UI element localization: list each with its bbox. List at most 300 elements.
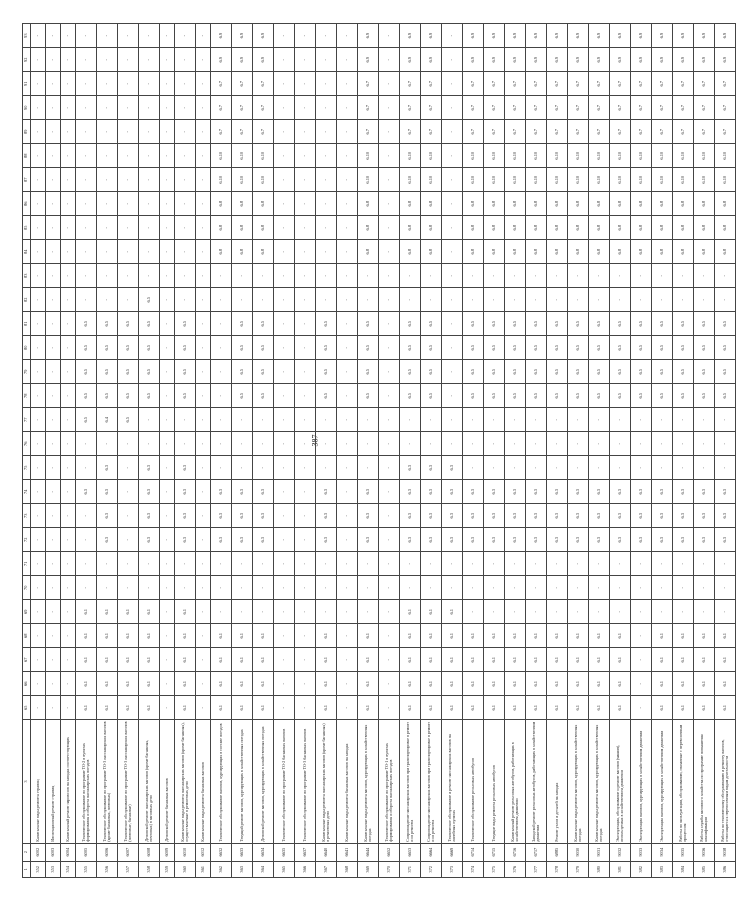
value-cell: - [337, 360, 358, 384]
row-number-cell: 379 [568, 861, 589, 877]
code-cell: 6664 [421, 843, 442, 861]
name-cell: Техническое обслуживание по программе ТО-3 пассажирских вагонов (кроме багажных, почтовых) [97, 720, 118, 843]
value-cell: - [31, 576, 46, 600]
value-cell: 6.7 [358, 96, 379, 120]
header-cell: 70 [23, 576, 31, 600]
value-cell: - [97, 96, 118, 120]
value-cell: 6.1 [484, 624, 505, 648]
header-cell: 66 [23, 672, 31, 696]
rotated-table-wrapper [22, 23, 729, 878]
table-row [118, 24, 139, 878]
value-cell: - [196, 144, 211, 168]
row-number-cell: 365 [274, 861, 295, 877]
value-cell: - [442, 288, 463, 312]
value-cell: - [379, 24, 400, 48]
name-cell: Эксплуатация, обслуживание и ремонт вагонов (машин), используемых в хозяйственном движении [610, 720, 631, 843]
value-cell: 6.10 [568, 144, 589, 168]
value-cell: - [715, 408, 736, 432]
row-number-cell: 386 [715, 861, 736, 877]
value-cell: 6.1 [118, 600, 139, 624]
value-cell: 6.5 [526, 336, 547, 360]
header-cell: 81 [23, 312, 31, 336]
value-cell: - [46, 480, 61, 504]
header-cell: 74 [23, 480, 31, 504]
value-cell: - [46, 384, 61, 408]
value-cell: 6.5 [610, 384, 631, 408]
value-cell: - [274, 264, 295, 288]
value-cell: 6.8 [421, 216, 442, 240]
code-cell: 6652 [379, 843, 400, 861]
value-cell: - [316, 120, 337, 144]
value-cell: - [118, 48, 139, 72]
table-row [484, 24, 505, 878]
value-cell: 6.7 [253, 72, 274, 96]
table-row [46, 24, 61, 878]
value-cell: 6.5 [484, 336, 505, 360]
value-cell: 6.3 [97, 504, 118, 528]
value-cell: - [31, 264, 46, 288]
value-cell: 6.5 [505, 360, 526, 384]
value-cell: - [316, 264, 337, 288]
value-cell: - [379, 408, 400, 432]
value-cell: - [379, 120, 400, 144]
value-cell: - [31, 384, 46, 408]
row-number-cell: 353 [46, 861, 61, 877]
header-cell: 65 [23, 696, 31, 720]
row-number-cell: 381 [610, 861, 631, 877]
value-cell: - [295, 288, 316, 312]
value-cell: - [139, 552, 160, 576]
value-cell: 6.3 [232, 528, 253, 552]
value-cell: 6.1 [568, 696, 589, 720]
value-cell: 6.5 [715, 336, 736, 360]
value-cell: - [379, 312, 400, 336]
value-cell: 6.1 [97, 648, 118, 672]
value-cell: 6.9 [589, 24, 610, 48]
value-cell: - [610, 576, 631, 600]
value-cell: - [139, 192, 160, 216]
header-cell: 69 [23, 600, 31, 624]
value-cell: 6.5 [400, 384, 421, 408]
value-cell: - [589, 576, 610, 600]
value-cell: - [31, 288, 46, 312]
header-cell: 76 [23, 432, 31, 456]
value-cell: - [196, 624, 211, 648]
value-cell: - [175, 408, 196, 432]
header-cell: 71 [23, 552, 31, 576]
value-cell: - [196, 696, 211, 720]
value-cell: - [274, 696, 295, 720]
code-cell: 6012 [196, 843, 211, 861]
value-cell: 6.5 [139, 336, 160, 360]
page-number: 387 [310, 434, 320, 447]
row-number-cell: 370 [379, 861, 400, 877]
value-cell: 6.7 [589, 72, 610, 96]
value-cell: 6.3 [442, 528, 463, 552]
value-cell: 6.7 [673, 120, 694, 144]
value-cell: 6.1 [484, 648, 505, 672]
value-cell: - [46, 672, 61, 696]
value-cell: 6.9 [694, 24, 715, 48]
value-cell: - [46, 504, 61, 528]
value-cell: - [379, 696, 400, 720]
value-cell: - [76, 528, 97, 552]
value-cell: - [31, 528, 46, 552]
value-cell: 6.9 [421, 48, 442, 72]
header-cell: 91 [23, 72, 31, 96]
header-cell: 77 [23, 408, 31, 432]
value-cell: - [253, 456, 274, 480]
value-cell: - [337, 216, 358, 240]
name-cell: Капитальные виды ремонта пассажирских вагонов (кроме багажных), осуществляемые в ремонтных депо [175, 720, 196, 843]
value-cell: 6.7 [589, 96, 610, 120]
table-row [175, 24, 196, 878]
value-cell: 6.5 [505, 312, 526, 336]
value-cell: - [484, 408, 505, 432]
value-cell: - [31, 504, 46, 528]
value-cell: - [139, 576, 160, 600]
value-cell: - [61, 576, 76, 600]
value-cell: 6.1 [421, 648, 442, 672]
value-cell: 6.5 [463, 336, 484, 360]
value-cell: 6.8 [526, 240, 547, 264]
table-row [442, 24, 463, 878]
value-cell: 6.5 [253, 384, 274, 408]
value-cell: 6.8 [232, 216, 253, 240]
value-cell: 6.5 [463, 312, 484, 336]
value-cell: - [526, 600, 547, 624]
value-cell: 6.1 [97, 600, 118, 624]
value-cell: - [337, 264, 358, 288]
header-cell: 85 [23, 216, 31, 240]
value-cell: 6.1 [97, 624, 118, 648]
value-cell: 6.1 [526, 624, 547, 648]
value-cell: - [232, 552, 253, 576]
value-cell: - [316, 432, 337, 456]
value-cell: - [463, 432, 484, 456]
value-cell: - [253, 264, 274, 288]
value-cell: 6.1 [505, 648, 526, 672]
value-cell: - [316, 48, 337, 72]
value-cell: 6.1 [211, 648, 232, 672]
value-cell: - [97, 192, 118, 216]
value-cell: - [400, 552, 421, 576]
row-number-cell: 376 [505, 861, 526, 877]
value-cell: 6.5 [118, 336, 139, 360]
value-cell: 6.3 [484, 528, 505, 552]
value-cell: 6.1 [358, 624, 379, 648]
value-cell: 6.8 [484, 240, 505, 264]
value-cell: 6.5 [175, 312, 196, 336]
value-cell: - [589, 288, 610, 312]
value-cell: 6.10 [694, 144, 715, 168]
value-cell: - [61, 24, 76, 48]
value-cell: - [160, 576, 175, 600]
value-cell: - [295, 72, 316, 96]
value-cell: - [442, 72, 463, 96]
value-cell: 6.1 [139, 696, 160, 720]
value-cell: - [76, 168, 97, 192]
value-cell: 6.1 [589, 624, 610, 648]
value-cell: 6.10 [232, 168, 253, 192]
value-cell: 6.7 [568, 72, 589, 96]
value-cell: - [442, 192, 463, 216]
value-cell: 6.3 [139, 504, 160, 528]
value-cell: 6.1 [400, 648, 421, 672]
value-cell: - [652, 576, 673, 600]
value-cell: 6.8 [253, 192, 274, 216]
value-cell: - [31, 48, 46, 72]
value-cell: - [421, 432, 442, 456]
row-number-cell: 383 [652, 861, 673, 877]
value-cell: 6.5 [139, 312, 160, 336]
value-cell: - [715, 456, 736, 480]
value-cell: - [715, 264, 736, 288]
value-cell: 6.8 [211, 192, 232, 216]
value-cell: - [295, 312, 316, 336]
value-cell: 6.7 [484, 120, 505, 144]
value-cell: 6.8 [715, 240, 736, 264]
value-cell: 6.10 [400, 168, 421, 192]
value-cell: 6.1 [175, 696, 196, 720]
header-cell: 92 [23, 48, 31, 72]
value-cell: 6.10 [463, 144, 484, 168]
value-cell: 6.10 [358, 144, 379, 168]
value-cell: 6.1 [139, 600, 160, 624]
value-cell: 6.5 [589, 360, 610, 384]
value-cell: 6.1 [421, 696, 442, 720]
code-cell: 9033 [631, 843, 652, 861]
value-cell: - [631, 672, 652, 696]
value-cell: - [442, 24, 463, 48]
header-cell: 68 [23, 624, 31, 648]
value-cell: - [253, 288, 274, 312]
value-cell: 6.8 [673, 240, 694, 264]
value-cell: 6.3 [358, 480, 379, 504]
value-cell: 6.8 [631, 216, 652, 240]
value-cell: - [196, 672, 211, 696]
value-cell: - [505, 600, 526, 624]
value-cell: 6.5 [139, 360, 160, 384]
value-cell: 6.3 [673, 528, 694, 552]
value-cell: - [610, 456, 631, 480]
value-cell: - [463, 456, 484, 480]
value-cell: 6.7 [652, 72, 673, 96]
value-cell: 6.7 [484, 96, 505, 120]
value-cell: - [232, 432, 253, 456]
value-cell: 6.3 [505, 480, 526, 504]
name-cell: Капитальный ремонт рельсовых автобусов, работающих в хозяйственном движении [505, 720, 526, 843]
value-cell: 6.8 [610, 240, 631, 264]
value-cell: - [196, 192, 211, 216]
value-cell: 6.10 [526, 144, 547, 168]
value-cell: - [421, 576, 442, 600]
code-cell: 6644 [358, 843, 379, 861]
value-cell: - [61, 264, 76, 288]
value-cell: 6.3 [421, 456, 442, 480]
value-cell: - [139, 48, 160, 72]
name-cell: Деповской ремонт пассажирских вагонов (кроме багажных, почтовых) в вагонных депо [139, 720, 160, 843]
value-cell: - [61, 240, 76, 264]
row-number-cell: 372 [421, 861, 442, 877]
value-cell: 6.5 [673, 336, 694, 360]
value-cell: 6.10 [631, 144, 652, 168]
value-cell: - [610, 264, 631, 288]
value-cell: - [211, 288, 232, 312]
value-cell: 6.9 [715, 24, 736, 48]
value-cell: - [160, 240, 175, 264]
value-cell: - [379, 168, 400, 192]
value-cell: - [442, 168, 463, 192]
value-cell: 6.7 [715, 96, 736, 120]
value-cell: - [442, 144, 463, 168]
value-cell: - [274, 96, 295, 120]
value-cell: - [526, 432, 547, 456]
value-cell: 6.10 [673, 168, 694, 192]
value-cell: - [31, 648, 46, 672]
name-cell: Сопровождение пассажирских вагонов при транспортировке в ремонт и из ремонта [421, 720, 442, 843]
value-cell: 6.8 [463, 192, 484, 216]
value-cell: - [694, 552, 715, 576]
value-cell: 6.3 [589, 528, 610, 552]
value-cell: 6.7 [694, 96, 715, 120]
name-cell: Техническое обслуживание по программе ТО-1 в пунктах формирования и оборота пассажирских поездов [379, 720, 400, 843]
value-cell: 6.1 [76, 624, 97, 648]
value-cell: - [196, 24, 211, 48]
code-cell: 6885 [547, 843, 568, 861]
name-cell: Работы по техническому обслуживанию и ремонту вагонов, относящиеся к перевозочным видам деятельности [715, 720, 736, 843]
value-cell: 6.5 [358, 312, 379, 336]
value-cell: - [505, 456, 526, 480]
value-cell: - [253, 600, 274, 624]
value-cell: 6.1 [76, 600, 97, 624]
value-cell: 6.7 [589, 120, 610, 144]
value-cell: 6.8 [673, 216, 694, 240]
value-cell: 6.8 [484, 216, 505, 240]
value-cell: 6.3 [316, 504, 337, 528]
table-row [589, 24, 610, 878]
value-cell: 6.10 [400, 144, 421, 168]
value-cell: 6.8 [463, 240, 484, 264]
value-cell: - [631, 552, 652, 576]
row-number-cell: 380 [589, 861, 610, 877]
value-cell: 6.1 [442, 696, 463, 720]
value-cell: - [379, 528, 400, 552]
value-cell: 6.1 [673, 624, 694, 648]
value-cell: - [160, 24, 175, 48]
value-cell: 6.3 [547, 504, 568, 528]
value-cell: - [160, 120, 175, 144]
value-cell: - [337, 600, 358, 624]
value-cell: 6.9 [463, 48, 484, 72]
value-cell: - [421, 264, 442, 288]
value-cell: - [61, 288, 76, 312]
table-row [526, 24, 547, 878]
value-cell: 6.8 [211, 216, 232, 240]
value-cell: - [97, 144, 118, 168]
value-cell: 6.3 [652, 504, 673, 528]
name-cell: Капитальные виды ремонта багажных вагонов на заводах [337, 720, 358, 843]
table-row [379, 24, 400, 878]
value-cell: 6.8 [400, 240, 421, 264]
value-cell: - [505, 288, 526, 312]
name-cell: Деповской ремонт вагонов, курсирующих в хозяйственных поездах [253, 720, 274, 843]
value-cell: - [253, 432, 274, 456]
value-cell: 6.1 [400, 696, 421, 720]
value-cell: - [400, 576, 421, 600]
value-cell: - [61, 600, 76, 624]
value-cell: - [175, 288, 196, 312]
value-cell: - [253, 576, 274, 600]
table-row [568, 24, 589, 878]
value-cell: 6.8 [631, 192, 652, 216]
value-cell: - [160, 144, 175, 168]
value-cell: - [295, 624, 316, 648]
value-cell: 6.5 [118, 384, 139, 408]
value-cell: - [46, 312, 61, 336]
value-cell: - [160, 528, 175, 552]
value-cell: - [316, 24, 337, 48]
value-cell: - [631, 648, 652, 672]
value-cell: 6.3 [442, 504, 463, 528]
value-cell: - [76, 264, 97, 288]
value-cell: 6.5 [652, 384, 673, 408]
value-cell: 6.3 [421, 504, 442, 528]
value-cell: - [232, 288, 253, 312]
value-cell: - [274, 456, 295, 480]
value-cell: - [547, 456, 568, 480]
header-cell: 90 [23, 96, 31, 120]
value-cell: 6.5 [631, 312, 652, 336]
name-cell: Капитальные виды ремонта вагонов, курсирующих в хозяйственных поездах [589, 720, 610, 843]
value-cell: - [442, 384, 463, 408]
value-cell: - [274, 672, 295, 696]
code-cell: 6003 [46, 843, 61, 861]
table-row [337, 24, 358, 878]
code-cell: 6002 [31, 843, 46, 861]
value-cell: 6.8 [694, 240, 715, 264]
value-cell: - [652, 600, 673, 624]
value-cell: - [175, 96, 196, 120]
value-cell: - [232, 576, 253, 600]
code-cell: 9032 [610, 843, 631, 861]
value-cell: 6.3 [139, 480, 160, 504]
value-cell: 6.1 [484, 672, 505, 696]
value-cell: - [196, 48, 211, 72]
header-cell: 3 [23, 720, 31, 843]
table-row [211, 24, 232, 878]
value-cell: 6.8 [400, 192, 421, 216]
value-cell: 6.3 [505, 504, 526, 528]
value-cell: - [442, 552, 463, 576]
table-row [715, 24, 736, 878]
value-cell: - [76, 456, 97, 480]
value-cell: - [358, 432, 379, 456]
value-cell: 6.5 [400, 336, 421, 360]
value-cell: - [505, 264, 526, 288]
value-cell: 6.3 [211, 480, 232, 504]
value-cell: - [379, 216, 400, 240]
value-cell: - [547, 600, 568, 624]
value-cell: - [274, 480, 295, 504]
value-cell: - [211, 384, 232, 408]
value-cell: - [46, 432, 61, 456]
name-cell: Техническое обслуживание по программе ТО-2 багажных вагонов [274, 720, 295, 843]
value-cell: - [211, 576, 232, 600]
value-cell: 6.9 [673, 24, 694, 48]
value-cell: 6.3 [400, 528, 421, 552]
name-cell: Техническое обслуживание по программе ТО-2 в пунктах формирования и оборота пассажирских поездов [76, 720, 97, 843]
